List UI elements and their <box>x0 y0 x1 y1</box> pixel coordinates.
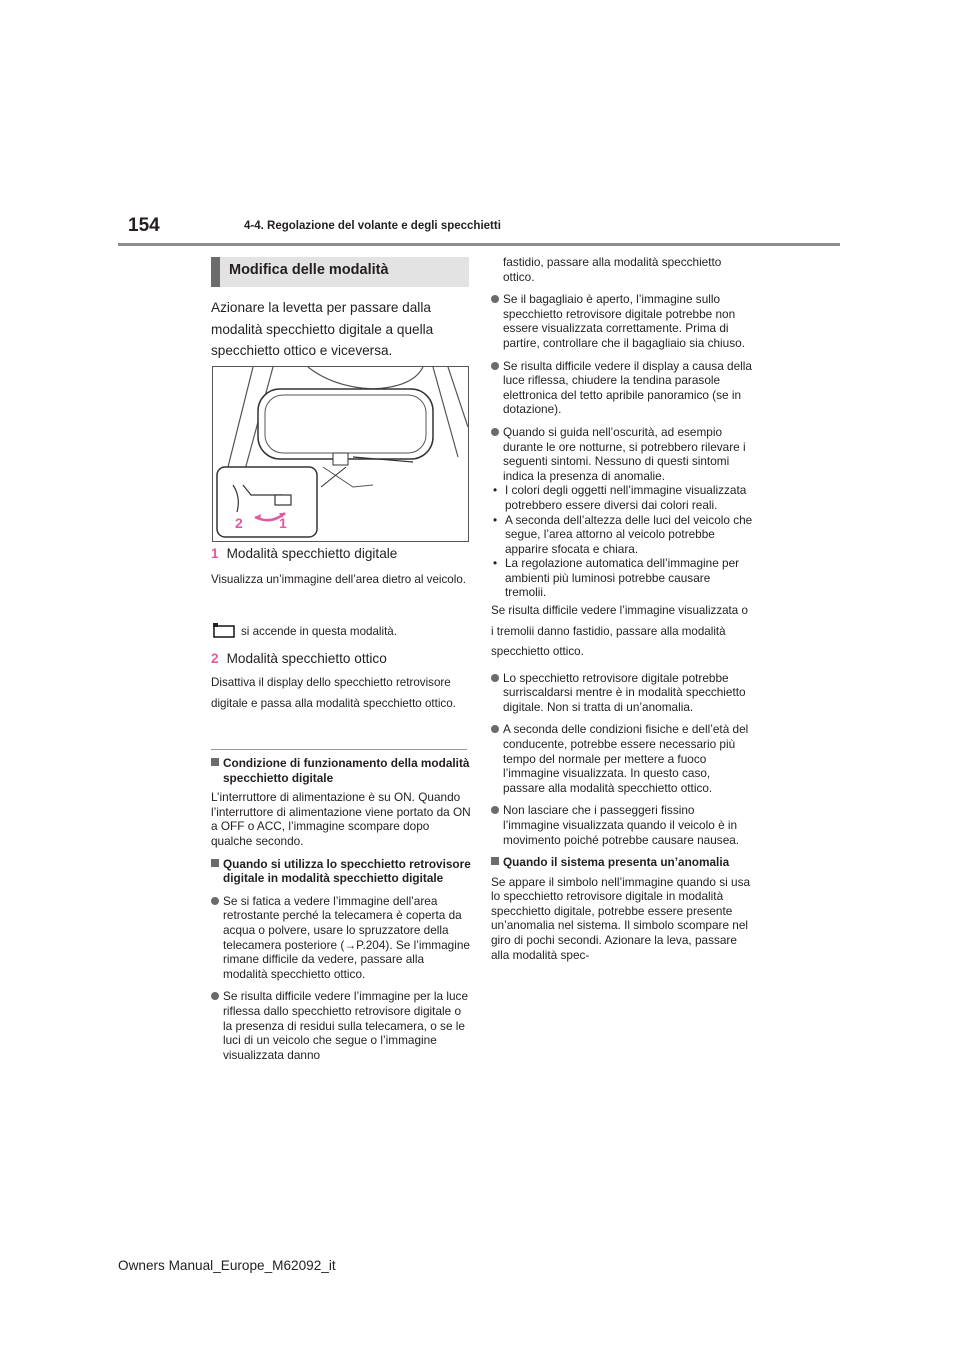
bullet-4: Se risulta difficile vedere il display a causa della luce riflessa, chiudere la tendina parasole elettronica del tetto apribile panoramico (se in dotazione). <box>491 359 753 417</box>
bullet-6: Lo specchietto retrovisore digitale potrebbe surriscaldarsi mentre è in modalità specchietto digitale. Non si tratta di un’anomalia. <box>491 671 753 715</box>
circle-bullet-icon <box>491 428 499 436</box>
cond-heading: Condizione di funzionamento della modalità specchietto digitale <box>211 756 471 785</box>
item2-heading <box>211 651 387 666</box>
bullet-7: A seconda delle condizioni fisiche e dell’età del conducente, potrebbe essere necessario più tempo del normale per mettere a fuoco l’immagine visualizzata. In questo caso, passare alla modalità specchietto ottico. <box>491 722 753 795</box>
title-bar <box>211 257 220 287</box>
bullet-2: Se risulta difficile vedere l’immagine per la luce riflessa dallo specchietto retrovisore digitale o la presenza di residui sulla telecamera, o se le luci di un veicolo che segue o l’immagine visualizzata danno <box>211 989 471 1062</box>
use-heading: Quando si utilizza lo specchietto retrovisore digitale in modalità specchietto digitale <box>211 857 471 886</box>
mirror-illustration <box>212 366 469 542</box>
circle-bullet-icon <box>211 897 219 905</box>
section-divider <box>211 749 467 750</box>
bullet-8: Non lasciare che i passeggeri fissino l’immagine visualizzata quando il veicolo è in movimento poiché potrebbe causare nausea. <box>491 803 753 847</box>
item1-icon-line <box>211 622 471 643</box>
figure-label-2: 2 <box>235 515 243 531</box>
item1-icon-text: si accende in questa modalità. <box>241 625 397 638</box>
bullet-2-continued: fastidio, passare alla modalità specchietto ottico. <box>503 255 722 284</box>
square-bullet-icon <box>211 758 219 766</box>
page-number: 154 <box>128 215 160 236</box>
dash-item-1: • I colori degli oggetti nell’immagine visualizzata potrebbero essere diversi dai colori reali. <box>491 483 753 512</box>
item1-title: Modalità specchietto digitale <box>226 546 398 561</box>
square-bullet-icon <box>491 857 499 865</box>
circle-bullet-icon <box>491 295 499 303</box>
dash-item-2: • A seconda dell’altezza delle luci del veicolo che segue, l’area attorno al veicolo potrebbe apparire sfocata e chiara. <box>491 513 753 557</box>
cond-text: L’interruttore di alimentazione è su ON. Quando l’interruttore di alimentazione viene portato da ON a OFF o ACC, l’immagine scompare dopo qualche secondo. <box>211 790 471 848</box>
circle-bullet-icon <box>491 362 499 370</box>
footer: Owners Manual_Europe_M62092_it <box>118 1258 336 1273</box>
circle-bullet-icon <box>211 992 219 1000</box>
bullet-1: Se si fatica a vedere l’immagine dell’area retrostante perché la telecamera è coperta da acqua o polvere, usare lo spruzzatore della telecamera posteriore (→P.204). Se l’immagine rimane difficile da vedere, passare alla modalità specchietto ottico. <box>211 894 471 982</box>
left-notes <box>211 756 471 1062</box>
circle-bullet-icon <box>491 674 499 682</box>
circle-bullet-icon <box>491 725 499 733</box>
circle-bullet-icon <box>491 806 499 814</box>
anom-heading: Quando il sistema presenta un’anomalia <box>491 855 753 870</box>
header-rule <box>118 243 840 246</box>
page-title: Modifica delle modalità <box>229 262 389 278</box>
item2-title: Modalità specchietto ottico <box>226 651 387 666</box>
item2-text: Disattiva il display dello specchietto retrovisore digitale e passa alla modalità specchietto ottico. <box>211 676 456 710</box>
item1-heading <box>211 546 397 561</box>
bullet-5: Quando si guida nell’oscurità, ad esempio durante le ore notturne, si potrebbero rilevare i seguenti sintomi. Nessuno di questi sintomi indica la presenza di anomalie. <box>491 425 753 483</box>
mirror-drawing <box>213 367 468 541</box>
item1-text: Visualizza un’immagine dell’area dietro al veicolo. <box>211 573 466 586</box>
section-title-box <box>211 257 469 287</box>
right-notes <box>491 255 753 962</box>
dash-item-3: • La regolazione automatica dell’immagine per ambienti più luminosi potrebbe causare tremolii. <box>491 556 753 600</box>
square-bullet-icon <box>211 859 219 867</box>
intro-text: Azionare la levetta per passare dalla modalità specchietto digitale a quella specchietto ottico e viceversa. <box>211 300 434 358</box>
section-heading: 4-4. Regolazione del volante e degli specchietti <box>244 220 501 232</box>
bullet-3: Se il bagagliaio è aperto, l’immagine sullo specchietto retrovisore digitale potrebbe non essere visualizzata correttamente. Prima di partire, controllare che il bagagliaio sia chiuso. <box>491 292 753 350</box>
item1-number: 1 <box>211 546 219 561</box>
item2-number: 2 <box>211 651 219 666</box>
camera-mode-icon <box>211 622 235 638</box>
anom-text: Se appare il simbolo nell’immagine quando si usa lo specchietto retrovisore digitale in modalità specchietto digitale, potrebbe essere presente un’anomalia nel sistema. Il simbolo scompare nel giro di pochi secondi. Azionare la leva, passare alla modalità spec- <box>491 874 751 962</box>
paragraph: Se risulta difficile vedere l’immagine visualizzata o i tremolii danno fastidio, passare alla modalità specchietto ottico. <box>491 604 748 659</box>
figure-label-1: 1 <box>279 515 287 531</box>
